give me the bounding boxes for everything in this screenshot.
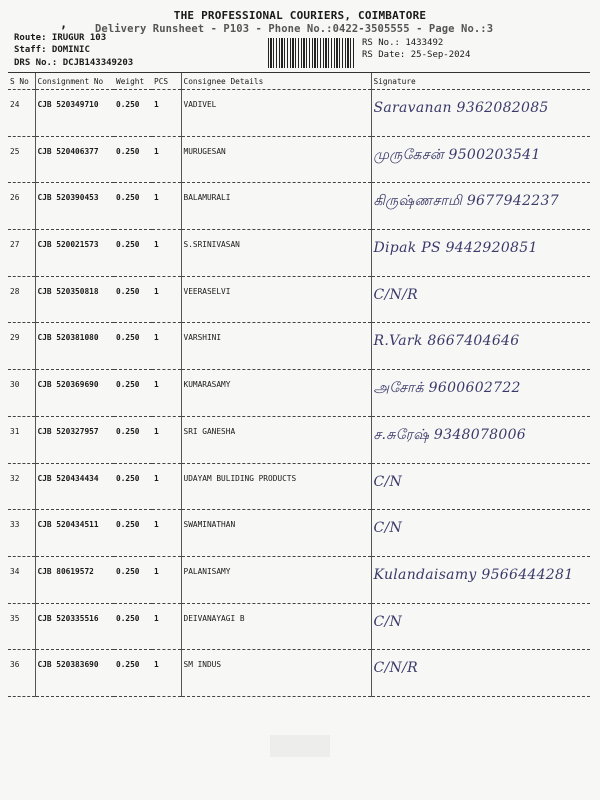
row-sno: 31: [8, 416, 35, 463]
row-signature: ச.சுரேஷ் 9348078006: [371, 416, 590, 463]
row-signature: C/N: [371, 463, 590, 510]
row-signature: முருகேசன் 9500203541: [371, 136, 590, 183]
row-signature: C/N: [371, 603, 590, 650]
row-pcs: 1: [152, 416, 181, 463]
row-weight: 0.250: [114, 463, 152, 510]
row-sno: 30: [8, 370, 35, 417]
row-pcs: 1: [152, 603, 181, 650]
row-signature: C/N: [371, 510, 590, 557]
row-consignee: VADIVEL: [181, 90, 371, 137]
row-pcs: 1: [152, 323, 181, 370]
row-signature: Dipak PS 9442920851: [371, 230, 590, 277]
col-header-sno: S No: [8, 73, 35, 90]
col-header-pcs: PCS: [152, 73, 181, 90]
row-pcs: 1: [152, 650, 181, 697]
row-sno: 35: [8, 603, 35, 650]
faint-mark: [270, 735, 330, 757]
row-consignee: S.SRINIVASAN: [181, 230, 371, 277]
row-consignment-no: CJB 520434511: [35, 510, 114, 557]
row-weight: 0.250: [114, 650, 152, 697]
row-consignment-no: CJB 80619572: [35, 556, 114, 603]
row-pcs: 1: [152, 276, 181, 323]
row-weight: 0.250: [114, 323, 152, 370]
row-consignee: SWAMINATHAN: [181, 510, 371, 557]
row-consignee: SRI GANESHA: [181, 416, 371, 463]
row-sno: 34: [8, 556, 35, 603]
row-sno: 33: [8, 510, 35, 557]
table-row: [8, 370, 590, 417]
route-label: Route: IRUGUR 103: [14, 33, 107, 43]
row-sno: 36: [8, 650, 35, 697]
row-weight: 0.250: [114, 183, 152, 230]
row-consignee: MURUGESAN: [181, 136, 371, 183]
row-consignment-no: CJB 520390453: [35, 183, 114, 230]
row-consignment-no: CJB 520349710: [35, 90, 114, 137]
row-weight: 0.250: [114, 370, 152, 417]
staff-label: Staff: DOMINIC: [14, 45, 90, 55]
table-row: [8, 510, 590, 557]
table-row: [8, 276, 590, 323]
row-consignment-no: CJB 520381080: [35, 323, 114, 370]
rs-date: RS Date: 25-Sep-2024: [362, 50, 471, 60]
col-header-consignee: Consignee Details: [181, 73, 371, 90]
drs-number: DRS No.: DCJB143349203: [14, 58, 134, 68]
row-consignee: SM INDUS: [181, 650, 371, 697]
table-row: [8, 556, 590, 603]
runsheet-table: [8, 72, 590, 697]
table-row: [8, 650, 590, 697]
col-header-consignment: Consignment No: [35, 73, 114, 90]
row-signature: கிருஷ்ணசாமி 9677942237: [371, 183, 590, 230]
row-sno: 24: [8, 90, 35, 137]
row-sno: 25: [8, 136, 35, 183]
row-signature: அசோக் 9600602722: [371, 370, 590, 417]
row-sno: 29: [8, 323, 35, 370]
row-weight: 0.250: [114, 416, 152, 463]
row-weight: 0.250: [114, 136, 152, 183]
row-pcs: 1: [152, 90, 181, 137]
row-consignee: VARSHINI: [181, 323, 371, 370]
row-pcs: 1: [152, 370, 181, 417]
row-weight: 0.250: [114, 90, 152, 137]
row-signature: C/N/R: [371, 650, 590, 697]
table-row: [8, 230, 590, 277]
row-signature: C/N/R: [371, 276, 590, 323]
rs-number: RS No.: 1433492: [362, 38, 444, 48]
table-row: [8, 603, 590, 650]
table-row: [8, 183, 590, 230]
row-consignee: DEIVANAYAGI B: [181, 603, 371, 650]
row-weight: 0.250: [114, 603, 152, 650]
row-pcs: 1: [152, 183, 181, 230]
row-pcs: 1: [152, 510, 181, 557]
row-sno: 27: [8, 230, 35, 277]
row-signature: Kulandaisamy 9566444281: [371, 556, 590, 603]
row-consignment-no: CJB 520434434: [35, 463, 114, 510]
table-row: [8, 463, 590, 510]
col-header-weight: Weight: [114, 73, 152, 90]
table-row: [8, 323, 590, 370]
row-consignment-no: CJB 520350818: [35, 276, 114, 323]
table-row: [8, 90, 590, 137]
table-header-row: [8, 73, 590, 90]
row-weight: 0.250: [114, 276, 152, 323]
row-consignee: BALAMURALI: [181, 183, 371, 230]
row-signature: Saravanan 9362082085: [371, 90, 590, 137]
row-weight: 0.250: [114, 556, 152, 603]
row-sno: 26: [8, 183, 35, 230]
row-consignment-no: CJB 520383690: [35, 650, 114, 697]
row-pcs: 1: [152, 556, 181, 603]
row-sno: 28: [8, 276, 35, 323]
col-header-signature: Signature: [371, 73, 590, 90]
table-row: [8, 416, 590, 463]
row-consignee: VEERASELVI: [181, 276, 371, 323]
row-consignment-no: CJB 520021573: [35, 230, 114, 277]
row-consignee: PALANISAMY: [181, 556, 371, 603]
page-title: THE PROFESSIONAL COURIERS, COIMBATORE: [173, 9, 427, 22]
row-pcs: 1: [152, 230, 181, 277]
runsheet-subtitle: Delivery Runsheet - P103 - Phone No.:0422-3505555 - Page No.:3: [95, 23, 494, 35]
row-pcs: 1: [152, 136, 181, 183]
row-signature: R.Vark 8667404646: [371, 323, 590, 370]
row-sno: 32: [8, 463, 35, 510]
row-consignment-no: CJB 520335516: [35, 603, 114, 650]
table-body: [8, 90, 590, 697]
row-weight: 0.250: [114, 230, 152, 277]
row-consignment-no: CJB 520327957: [35, 416, 114, 463]
row-weight: 0.250: [114, 510, 152, 557]
barcode-image: [268, 38, 356, 68]
row-consignment-no: CJB 520406377: [35, 136, 114, 183]
row-consignee: UDAYAM BULIDING PRODUCTS: [181, 463, 371, 510]
stray-mark: ,: [60, 17, 68, 31]
row-consignee: KUMARASAMY: [181, 370, 371, 417]
table-row: [8, 136, 590, 183]
row-consignment-no: CJB 520369690: [35, 370, 114, 417]
row-pcs: 1: [152, 463, 181, 510]
